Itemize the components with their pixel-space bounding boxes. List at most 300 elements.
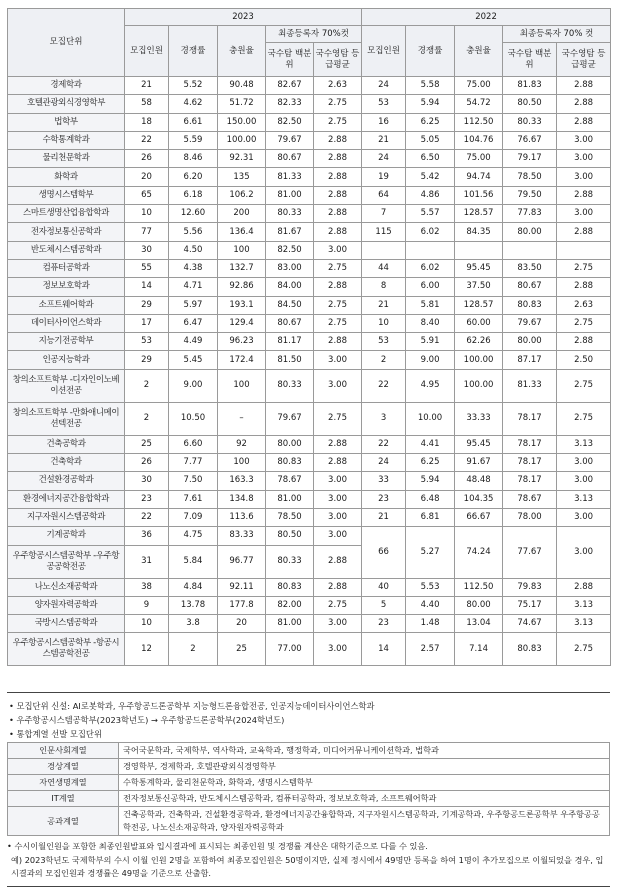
cell-2022: 53 (362, 95, 406, 113)
cell-2022: 10.00 (406, 402, 455, 435)
cell-2022: 24 (362, 77, 406, 95)
group-row (8, 791, 610, 807)
group-items: 경영학부, 경제학과, 호텔관광외식경영학부 (119, 759, 610, 775)
cell-2022: 2.88 (557, 77, 611, 95)
cell-2023: 13.78 (169, 596, 218, 614)
cell-2023: 82.00 (266, 596, 314, 614)
cell-2023: 2.88 (314, 223, 362, 241)
cell-2022: 128.57 (455, 296, 503, 314)
cell-2023: 150.00 (218, 113, 266, 131)
cell-2023: 84.00 (266, 278, 314, 296)
cell-2023: 78.50 (266, 508, 314, 526)
cell-2022: 3.13 (557, 596, 611, 614)
dept-name-cell: 나노신소재공학과 (8, 578, 125, 596)
cell-2022: 21 (362, 131, 406, 149)
cell-2022: 81.83 (503, 77, 557, 95)
cell-2022: 95.45 (455, 259, 503, 277)
cell-2023: 7.50 (169, 472, 218, 490)
cell-2022: 3.00 (557, 472, 611, 490)
cell-2023: 77.00 (266, 633, 314, 666)
cell-2023: 80.33 (266, 369, 314, 402)
cell-2023: 51.72 (218, 95, 266, 113)
cell-2023: 80.67 (266, 314, 314, 332)
table-row (8, 472, 611, 490)
dept-name-cell: 전자정보통신공학과 (8, 223, 125, 241)
cell-2022: 21 (362, 296, 406, 314)
header-kse: 국수탐 백분위 (266, 43, 314, 77)
table-row (8, 150, 611, 168)
cell-2022: 60.00 (455, 314, 503, 332)
cell-2023: 53 (125, 333, 169, 351)
cell-2023: 100 (218, 454, 266, 472)
table-row (8, 508, 611, 526)
dept-name-cell: 경제학과 (8, 77, 125, 95)
cell-2023: 20 (125, 168, 169, 186)
cell-2023: 81.00 (266, 615, 314, 633)
cell-2023: 134.8 (218, 490, 266, 508)
cell-2022: 33.33 (455, 402, 503, 435)
cell-2023: 55 (125, 259, 169, 277)
cell-2022: 5.94 (406, 95, 455, 113)
cell-2022: 24 (362, 150, 406, 168)
cell-2022: 78.67 (503, 490, 557, 508)
cell-2023: 132.7 (218, 259, 266, 277)
cell-2022: 3.13 (557, 435, 611, 453)
cell-2023: 136.4 (218, 223, 266, 241)
cell-2022: 78.00 (503, 508, 557, 526)
cell-2022: 104.76 (455, 131, 503, 149)
table-row (8, 578, 611, 596)
cell-2023: 83.33 (218, 527, 266, 545)
cell-2022: 5.27 (406, 527, 455, 578)
cell-2023: 3.00 (314, 615, 362, 633)
cell-2023: 9.00 (169, 369, 218, 402)
cell-2022: 7.14 (455, 633, 503, 666)
cell-2022: 62.26 (455, 333, 503, 351)
cell-2022: 9.00 (406, 351, 455, 369)
results-table (7, 8, 611, 666)
cell-2022: 80.00 (455, 596, 503, 614)
cell-2022: 91.67 (455, 454, 503, 472)
cell-2023: 2.88 (314, 333, 362, 351)
cell-2022: 13.04 (455, 615, 503, 633)
dept-name-cell: 인공지능학과 (8, 351, 125, 369)
cell-2023: 2.75 (314, 296, 362, 314)
cell-2023: 2.75 (314, 596, 362, 614)
cell-2023: 2.75 (314, 402, 362, 435)
table-row (8, 113, 611, 131)
header-year-2023: 2023 (125, 9, 362, 26)
cell-2022: 66.67 (455, 508, 503, 526)
cell-2022: 6.02 (406, 259, 455, 277)
header-year-2022: 2022 (362, 9, 611, 26)
cell-2023: 30 (125, 472, 169, 490)
cell-2023: 4.75 (169, 527, 218, 545)
cell-2022: 87.17 (503, 351, 557, 369)
group-label: IT계열 (8, 791, 119, 807)
cell-2022: 3.00 (557, 205, 611, 223)
cell-2022: 4.41 (406, 435, 455, 453)
cell-2023: 18 (125, 113, 169, 131)
cell-2022: 4.86 (406, 186, 455, 204)
table-row (8, 223, 611, 241)
cell-2022: 3 (362, 402, 406, 435)
cell-2022: 84.35 (455, 223, 503, 241)
cell-2022: 79.67 (503, 314, 557, 332)
cell-2022: 104.35 (455, 490, 503, 508)
dept-name-cell: 정보보호학과 (8, 278, 125, 296)
cell-2022: 2.75 (557, 314, 611, 332)
cell-2022: 5.81 (406, 296, 455, 314)
cell-2022: 2.50 (557, 351, 611, 369)
cell-2022: 80.00 (503, 223, 557, 241)
cell-2022: 5.94 (406, 472, 455, 490)
cell-2022: 2.88 (557, 578, 611, 596)
table-row (8, 186, 611, 204)
cell-2022: 37.50 (455, 278, 503, 296)
cell-2023: 2.88 (314, 545, 362, 578)
cell-2022: 8.40 (406, 314, 455, 332)
cell-2022: 5.58 (406, 77, 455, 95)
cell-2023: 3.00 (314, 508, 362, 526)
cell-2022: 4.40 (406, 596, 455, 614)
cell-2022: 8 (362, 278, 406, 296)
cell-2022: 94.74 (455, 168, 503, 186)
table-row (8, 490, 611, 508)
cell-2022: 83.50 (503, 259, 557, 277)
cell-2023: 82.50 (266, 241, 314, 259)
cell-2022: 33 (362, 472, 406, 490)
cell-2023: 2.88 (314, 131, 362, 149)
cell-2022: 6.25 (406, 113, 455, 131)
table-row (8, 168, 611, 186)
dept-name-cell: 호텔관광외식경영학부 (8, 95, 125, 113)
cell-2023: 29 (125, 296, 169, 314)
dept-name-cell: 양자원자력공학과 (8, 596, 125, 614)
dept-name-cell: 수학통계학과 (8, 131, 125, 149)
group-table (7, 742, 610, 836)
cell-2023: 96.23 (218, 333, 266, 351)
dept-name-cell: 컴퓨터공학과 (8, 259, 125, 277)
group-items: 국어국문학과, 국제학부, 역사학과, 교육학과, 행정학과, 미디어커뮤니케이션학과, 법학과 (119, 743, 610, 759)
cell-2022: 2.57 (406, 633, 455, 666)
cell-2022: 3.00 (557, 131, 611, 149)
cell-2023: 17 (125, 314, 169, 332)
table-row (8, 402, 611, 435)
cell-2023: 5.45 (169, 351, 218, 369)
cell-2023: 6.47 (169, 314, 218, 332)
cell-2022: 22 (362, 369, 406, 402)
cell-2023: 80.33 (266, 545, 314, 578)
cell-2023: 65 (125, 186, 169, 204)
cell-2022: 75.00 (455, 77, 503, 95)
table-row (8, 205, 611, 223)
admission-results-document (7, 8, 610, 887)
cell-2022: 80.00 (503, 333, 557, 351)
group-row (8, 775, 610, 791)
cell-2023: 78.67 (266, 472, 314, 490)
cell-2023: 2.88 (314, 454, 362, 472)
cell-2022: 6.50 (406, 150, 455, 168)
cell-2022: 78.17 (503, 472, 557, 490)
cell-2022: 2.88 (557, 333, 611, 351)
cell-2023: 84.50 (266, 296, 314, 314)
cell-2022: 80.83 (503, 296, 557, 314)
header-recruit: 모집인원 (362, 26, 406, 77)
cell-2023: 2.88 (314, 150, 362, 168)
cell-2022: 2.88 (557, 95, 611, 113)
cell-2022 (557, 241, 611, 259)
cell-2022: 101.56 (455, 186, 503, 204)
cell-2022: 2.75 (557, 369, 611, 402)
dept-name-cell: 지구자원시스템공학과 (8, 508, 125, 526)
cell-2022: 16 (362, 113, 406, 131)
cell-2023: 4.50 (169, 241, 218, 259)
cell-2023: 10 (125, 205, 169, 223)
cell-2022: 100.00 (455, 369, 503, 402)
cell-2022: 128.57 (455, 205, 503, 223)
cell-2023: 80.00 (266, 435, 314, 453)
table-row (8, 615, 611, 633)
cell-2023: 31 (125, 545, 169, 578)
table-row (8, 278, 611, 296)
cell-2022: 14 (362, 633, 406, 666)
cell-2023: 82.50 (266, 113, 314, 131)
cell-2022: 74.67 (503, 615, 557, 633)
group-label: 경상계열 (8, 759, 119, 775)
cell-2023: 6.60 (169, 435, 218, 453)
cell-2022: 78.50 (503, 168, 557, 186)
cell-2022: 10 (362, 314, 406, 332)
cell-2023: 106.2 (218, 186, 266, 204)
cell-2023: 3.00 (314, 351, 362, 369)
cell-2023: 2 (169, 633, 218, 666)
cell-2023: 2.88 (314, 578, 362, 596)
cell-2023: 3.00 (314, 527, 362, 545)
cell-2023: 81.00 (266, 490, 314, 508)
cell-2022: 6.25 (406, 454, 455, 472)
cell-2023: 92 (218, 435, 266, 453)
cell-2022: 95.45 (455, 435, 503, 453)
cell-2022: 6.48 (406, 490, 455, 508)
cell-2023: 7.77 (169, 454, 218, 472)
table-row (8, 435, 611, 453)
dept-name-cell: 법학부 (8, 113, 125, 131)
cell-2023: 5.59 (169, 131, 218, 149)
footer-notes (7, 840, 610, 887)
cell-2022: 2.75 (557, 633, 611, 666)
cell-2023: 58 (125, 95, 169, 113)
cell-2023: 6.18 (169, 186, 218, 204)
cell-2023: 77 (125, 223, 169, 241)
header-final70: 최종등록자 70%컷 (266, 26, 362, 43)
dept-name-cell: 지능기전공학부 (8, 333, 125, 351)
table-row (8, 131, 611, 149)
cell-2023: 3.00 (314, 633, 362, 666)
note-new-departments: • 모집단위 신설: AI로봇학과, 우주항공드론공학부 지능형드론융합전공, 인공지능데이터사이언스학과 (7, 699, 610, 713)
cell-2022: 80.67 (503, 278, 557, 296)
header-competition: 경쟁률 (406, 26, 455, 77)
cell-2023: 12.60 (169, 205, 218, 223)
cell-2023: 2.75 (314, 113, 362, 131)
header-fill: 충원율 (218, 26, 266, 77)
dept-name-cell: 건설환경공학과 (8, 472, 125, 490)
cell-2022: 3.13 (557, 490, 611, 508)
table-row (8, 596, 611, 614)
cell-2022: 23 (362, 615, 406, 633)
cell-2022: 24 (362, 454, 406, 472)
cell-2023: 2.88 (314, 205, 362, 223)
cell-2023: 79.67 (266, 131, 314, 149)
cell-2022: 2.75 (557, 402, 611, 435)
cell-2023: 20 (218, 615, 266, 633)
cell-2022: 2.88 (557, 223, 611, 241)
cell-2022: 7 (362, 205, 406, 223)
cell-2022 (406, 241, 455, 259)
cell-2023: 5.56 (169, 223, 218, 241)
cell-2022: 5.57 (406, 205, 455, 223)
cell-2022: 112.50 (455, 113, 503, 131)
cell-2023: 193.1 (218, 296, 266, 314)
cell-2023: 10 (125, 615, 169, 633)
cell-2023: 80.83 (266, 578, 314, 596)
dept-name-cell: 반도체시스템공학과 (8, 241, 125, 259)
cell-2023: 2.63 (314, 77, 362, 95)
cell-2022: 2.63 (557, 296, 611, 314)
cell-2023: 92.11 (218, 578, 266, 596)
cell-2022: 5.53 (406, 578, 455, 596)
cell-2023: 5.84 (169, 545, 218, 578)
cell-2022: 4.95 (406, 369, 455, 402)
cell-2023: 2.88 (314, 186, 362, 204)
cell-2023: 26 (125, 150, 169, 168)
header-dept: 모집단위 (8, 9, 125, 77)
cell-2023: 81.33 (266, 168, 314, 186)
cell-2023: 5.97 (169, 296, 218, 314)
cell-2022: 3.00 (557, 527, 611, 578)
cell-2023: 7.09 (169, 508, 218, 526)
cell-2023: 23 (125, 490, 169, 508)
cell-2023: 82.67 (266, 77, 314, 95)
cell-2023: 90.48 (218, 77, 266, 95)
cell-2022: 40 (362, 578, 406, 596)
cell-2022: 53 (362, 333, 406, 351)
cell-2022: 75.00 (455, 150, 503, 168)
cell-2023: 38 (125, 578, 169, 596)
cell-2023: 2.75 (314, 314, 362, 332)
cell-2022: 2.88 (557, 278, 611, 296)
cell-2023: 177.8 (218, 596, 266, 614)
cell-2022: 2 (362, 351, 406, 369)
cell-2023: 29 (125, 351, 169, 369)
cell-2023: 2 (125, 402, 169, 435)
cell-2023: 9 (125, 596, 169, 614)
cell-2023: 6.20 (169, 168, 218, 186)
dept-name-cell: 우주항공시스템공학부 -항공시스템공학전공 (8, 633, 125, 666)
cell-2023: 80.50 (266, 527, 314, 545)
cell-2023: 2.88 (314, 278, 362, 296)
cell-2023: 12 (125, 633, 169, 666)
table-row (8, 333, 611, 351)
cell-2022: 77.83 (503, 205, 557, 223)
table-row (8, 527, 611, 545)
cell-2023: 172.4 (218, 351, 266, 369)
header-final70: 최종등록자 70% 컷 (503, 26, 611, 43)
cell-2022: 115 (362, 223, 406, 241)
cell-2023: 82.33 (266, 95, 314, 113)
cell-2023: 2.88 (314, 168, 362, 186)
group-label: 공과계열 (8, 807, 119, 836)
cell-2023: 81.50 (266, 351, 314, 369)
header-kse-grade: 국수영탐 등급평균 (557, 43, 611, 77)
table-row (8, 369, 611, 402)
cell-2023: 14 (125, 278, 169, 296)
cell-2023: 36 (125, 527, 169, 545)
cell-2022: 75.17 (503, 596, 557, 614)
table-row (8, 259, 611, 277)
cell-2023: 83.00 (266, 259, 314, 277)
cell-2022: 48.48 (455, 472, 503, 490)
cell-2022: 54.72 (455, 95, 503, 113)
cell-2023: 2.75 (314, 95, 362, 113)
cell-2023: 92.31 (218, 150, 266, 168)
group-row (8, 743, 610, 759)
cell-2022 (455, 241, 503, 259)
cell-2023: 3.00 (314, 490, 362, 508)
cell-2022: 5.42 (406, 168, 455, 186)
cell-2022: 78.17 (503, 435, 557, 453)
cell-2023: 22 (125, 131, 169, 149)
cell-2023: 6.61 (169, 113, 218, 131)
table-row (8, 296, 611, 314)
cell-2023: 100 (218, 241, 266, 259)
cell-2023: 92.86 (218, 278, 266, 296)
cell-2022: 5.91 (406, 333, 455, 351)
cell-2022: 5.05 (406, 131, 455, 149)
cell-2022: 74.24 (455, 527, 503, 578)
cell-2023: 81.17 (266, 333, 314, 351)
cell-2022: 100.00 (455, 351, 503, 369)
cell-2022: 3.00 (557, 150, 611, 168)
cell-2023: 80.67 (266, 150, 314, 168)
dept-name-cell: 환경에너지공간융합학과 (8, 490, 125, 508)
cell-2023: 3.00 (314, 369, 362, 402)
cell-2023: 26 (125, 454, 169, 472)
cell-2022: 21 (362, 508, 406, 526)
cell-2023: 10.50 (169, 402, 218, 435)
cell-2023: 80.33 (266, 205, 314, 223)
note-renamed-department: • 우주항공시스템공학부(2023학년도) → 우주항공드론공학부(2024학년도) (7, 713, 610, 727)
table-row (8, 314, 611, 332)
cell-2023: 7.61 (169, 490, 218, 508)
notes-section (7, 692, 610, 741)
cell-2022: 78.17 (503, 402, 557, 435)
cell-2023: 100 (218, 369, 266, 402)
dept-name-cell: 창의소프트학부 -만화애니메이션텍전공 (8, 402, 125, 435)
cell-2023: 100.00 (218, 131, 266, 149)
cell-2022: 6.00 (406, 278, 455, 296)
footer-note-example: 예) 2023학년도 국제학부의 수시 이월 인원 2명을 포함하여 최종모집인원은 50명이지만, 실제 정시에서 49명만 등록을 하여 1명이 추가모집으로 이월되었을 경우, 입시결과의 모집인원과 경쟁률은 49명을 기준으로 산출함. (11, 854, 604, 879)
cell-2023: 30 (125, 241, 169, 259)
cell-2022: 80.83 (503, 633, 557, 666)
table-row (8, 351, 611, 369)
cell-2022: 6.81 (406, 508, 455, 526)
cell-2023: 8.46 (169, 150, 218, 168)
note-integrated-title: • 통합계열 선발 모집단위 (7, 727, 610, 741)
cell-2022 (503, 241, 557, 259)
cell-2023: 4.84 (169, 578, 218, 596)
dept-name-cell: 스마트생명산업융합학과 (8, 205, 125, 223)
